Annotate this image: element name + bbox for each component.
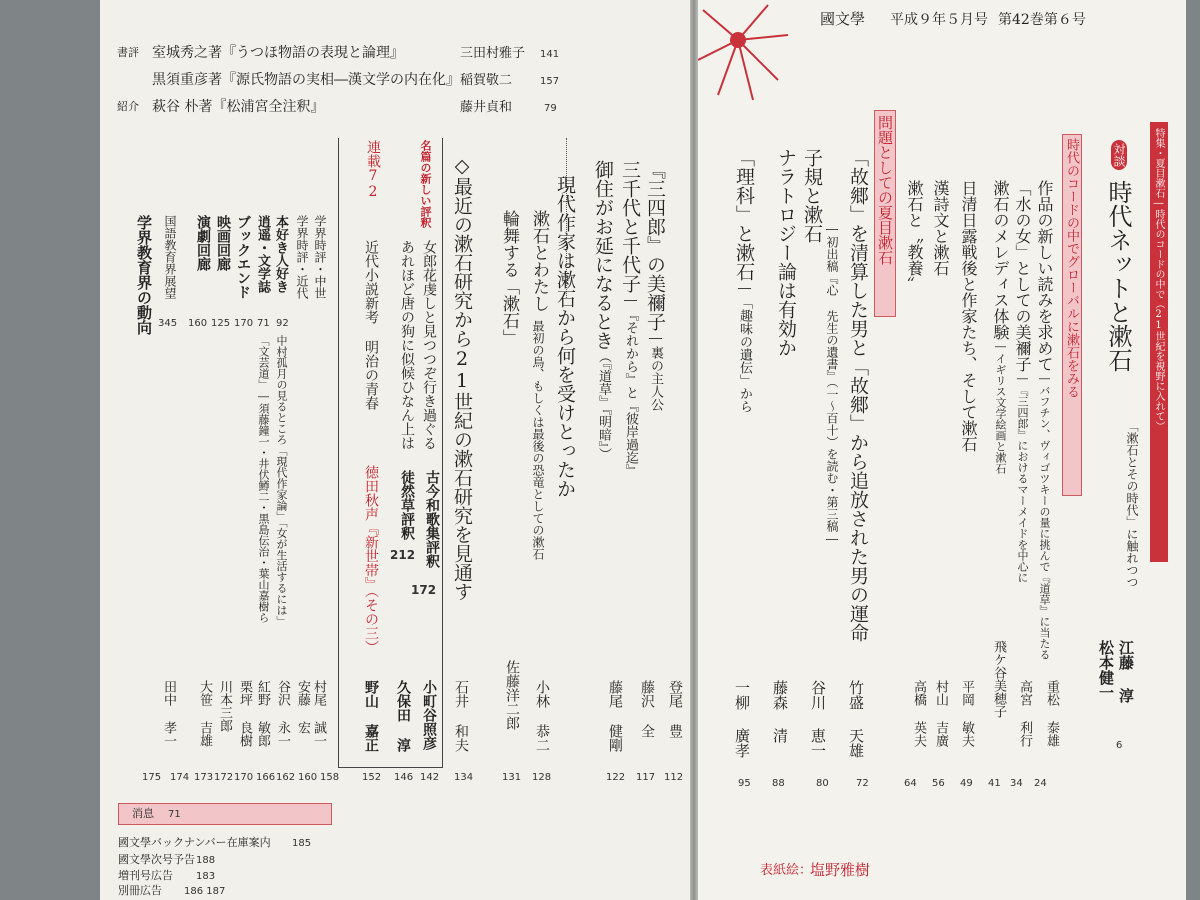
- review-author-2: 稲賀敬二: [460, 73, 513, 88]
- shosoku-label: 消息: [132, 807, 154, 820]
- honzuki-title: 本好き人好き: [273, 215, 288, 293]
- review-author-3: 藤井貞和: [460, 100, 513, 115]
- s1-author-1: 重松 泰雄: [1044, 680, 1059, 747]
- meihen-page-1: 142: [420, 772, 440, 783]
- fem-page-2: 117: [636, 772, 656, 783]
- meihen-rule-right: [442, 138, 443, 768]
- rensai-sub: 徳田秋声『新世帯』（その三）: [363, 465, 379, 654]
- s2-page-3: 88: [772, 778, 785, 789]
- ad-page-1: 185: [292, 838, 312, 849]
- s1-page-5: 56: [932, 778, 945, 789]
- magazine-title: 國文學: [820, 10, 866, 28]
- bookend-author: 栗坪 良樹: [237, 680, 252, 747]
- bookend-num: 170: [234, 318, 254, 329]
- s1-page-6: 64: [904, 778, 917, 789]
- taidan-author-1: 江藤 淳: [1117, 640, 1135, 703]
- rensai-label: 連載72: [365, 140, 381, 200]
- s1-title-2: 「水の女」としての美禰子―『三四郎』におけるマーメイドを中心に: [1013, 180, 1032, 583]
- eiga-title: 映画回廊: [215, 215, 231, 271]
- ad-page-3: 183: [196, 871, 216, 882]
- meihen-rule-left: [338, 138, 339, 768]
- honzuki-author: 谷沢 永一: [275, 680, 290, 747]
- ad-page-4: 186 187: [184, 886, 226, 897]
- gakkai-author-2: 安藤 宏: [295, 680, 310, 734]
- meihen-num-1: 172: [411, 583, 437, 597]
- s2-author-2: 谷川 恵一: [809, 680, 827, 758]
- meihen-author-2: 久保田 淳: [395, 680, 411, 752]
- s2-page-4: 95: [738, 778, 751, 789]
- s4-page-1: 128: [532, 772, 552, 783]
- shoyo-sub: 「文芸道」―須藤鐘一・井伏鱒二・黒島伝治・葉山嘉樹ら: [257, 335, 270, 623]
- review-page-1: 141: [540, 49, 560, 60]
- s1-page-4: 49: [960, 778, 973, 789]
- shosoku-page: 71: [168, 809, 181, 820]
- taidan-title: 時代ネットと漱石: [1104, 180, 1132, 372]
- meihen-work-1: 古今和歌集評釈: [424, 470, 440, 568]
- s2-title-4: 「理科」と漱石―「趣味の遺伝」から: [733, 148, 755, 413]
- s2-sub-1: ―初出稿『心 先生の遺書』（一～百十）を読む・第三稿―: [825, 222, 839, 546]
- review-book-3: 萩谷 朴著『松浦宮全注釈』: [152, 99, 325, 115]
- shoyo-author: 紅野 敏郎: [255, 680, 270, 747]
- s2-page-1: 72: [856, 778, 869, 789]
- eiga-page: 172: [214, 772, 234, 783]
- kokugo-author: 田中 孝一: [161, 680, 176, 747]
- s4-title-1: 漱石とわたし: [529, 210, 549, 312]
- honzuki-num: 92: [276, 318, 289, 329]
- fem-author-1: 登尾 豊: [667, 680, 683, 738]
- s2-author-1: 竹盛 天雄: [847, 680, 865, 758]
- s1-title-5: 漢詩文と漱石: [931, 180, 950, 276]
- issue-date: 平成９年５月号: [890, 12, 988, 28]
- s5-author: 石井 和夫: [453, 680, 469, 752]
- rensai-title: 近代小説新考 明治の青春: [363, 240, 379, 410]
- ad-3: 増刊号広告: [118, 869, 173, 882]
- ad-2: 國文學次号予告: [118, 853, 195, 866]
- review-book-1: 室城秀之著『うつほ物語の表現と論理』: [152, 45, 404, 61]
- meihen-num-2: 212: [390, 548, 416, 562]
- shoyo-title: 逍遥・文学誌: [255, 215, 270, 293]
- engeki-title: 演劇回廊: [195, 215, 211, 271]
- meihen-page-2: 146: [394, 772, 414, 783]
- section5-title: ◇最近の漱石研究から21世紀の漱石研究を見通す: [451, 155, 473, 601]
- taidan-page: 6: [1116, 740, 1123, 751]
- fem-page-1: 112: [664, 772, 684, 783]
- review-kind-1: 書評: [117, 46, 139, 59]
- honzuki-sub: 中村孤月の見るところ「現代作家論」「女が生活するには」: [275, 335, 288, 627]
- bookend-title: ブックエンド: [235, 215, 251, 299]
- ad-page-2: 188: [196, 855, 216, 866]
- s2-page-2: 80: [816, 778, 829, 789]
- right-page: [698, 0, 1186, 900]
- s4-author-2: 佐藤洋二郎: [504, 660, 520, 730]
- s1-title-1: 作品の新しい読みを求めて―バフチン、ヴィゴツキーの量に挑んで『道草』に当たる: [1035, 180, 1054, 660]
- honzuki-page: 162: [276, 772, 296, 783]
- s1-page-1: 24: [1034, 778, 1047, 789]
- fem-title-2: 三千代と千代子―『それから』と『彼岸過迄』: [619, 160, 641, 477]
- shoyo-num: 71: [257, 318, 270, 329]
- section2-heading: 問題としての夏目漱石: [876, 115, 894, 265]
- red-splash-ornament: [698, 0, 828, 110]
- s1-title-4: 日清日露戦後と作家たち、そして漱石: [959, 180, 978, 452]
- eiga-num: 125: [211, 318, 231, 329]
- s2-title-3: ナラトロジー論は有効か: [775, 148, 797, 357]
- left-page: [100, 0, 690, 900]
- shoyo-page: 166: [256, 772, 276, 783]
- s1-author-5: 村山 吉廣: [933, 680, 948, 747]
- special-band-text: 特集・夏目漱石―時代のコードの中で（21世紀を視野に入れて）: [1153, 128, 1164, 431]
- fem-page-3: 122: [606, 772, 626, 783]
- s1-author-2: 高宮 利行: [1017, 680, 1032, 747]
- s1-title-3: 漱石のメレディス体験―イギリス文学絵画と漱石: [991, 180, 1010, 474]
- engeki-author: 大笹 吉雄: [197, 680, 212, 747]
- taidan-sub: 「漱石とその時代」に触れつつ: [1125, 420, 1139, 588]
- rensai-page: 152: [362, 772, 382, 783]
- review-book-2: 黒須重彦著『源氏物語の実相―漢文学の内在化』: [152, 72, 460, 88]
- review-author-1: 三田村雅子: [460, 46, 526, 61]
- s1-author-6: 高橋 英夫: [911, 680, 926, 747]
- fem-author-3: 藤尾 健剛: [607, 680, 623, 752]
- s4-page-2: 131: [502, 772, 522, 783]
- meihen-title-2: あれほど唐の狗に似候ひなん上は: [399, 240, 415, 450]
- s1-author-4: 平岡 敏夫: [959, 680, 974, 747]
- gakkai-kyoiku-title: 学界教育界の動向: [135, 215, 153, 335]
- ad-4: 別冊広告: [118, 884, 162, 897]
- gakkai-kyoiku-page: 175: [142, 772, 162, 783]
- gakkai-author-1: 村尾 誠一: [311, 680, 326, 747]
- engeki-page: 173: [194, 772, 214, 783]
- fem-title-1: 『三四郎』の美禰子―裏の主人公: [644, 160, 666, 411]
- meihen-rule-bottom: [338, 767, 442, 768]
- meihen-label: 名篇の新しい評釈: [419, 140, 432, 228]
- s2-title-1: 「故郷」を清算した男と「故郷」から追放された男の運命: [847, 148, 869, 642]
- fem-author-2: 藤沢 全: [639, 680, 655, 738]
- review-page-3: 79: [544, 103, 557, 114]
- s1-page-3: 41: [988, 778, 1001, 789]
- engeki-num: 160: [188, 318, 208, 329]
- gakkai-page-2: 160: [298, 772, 318, 783]
- cover-label: 表紙絵：: [760, 863, 813, 878]
- kokugo-page: 174: [170, 772, 190, 783]
- s5-page: 134: [454, 772, 474, 783]
- rensai-author: 野山 嘉正: [363, 680, 379, 752]
- meihen-work-2: 徒然草評釈: [399, 470, 415, 540]
- volume-number: 第42巻第６号: [998, 12, 1086, 28]
- s4-sub-1: 最初の鳥、もしくは最後の恐竜としての漱石: [531, 320, 545, 560]
- gakkai-title-1: 学界時評・中世: [313, 215, 327, 299]
- taidan-badge: 対談: [1111, 140, 1127, 170]
- meihen-title-1: 女郎花虔しと見つつぞ行き過ぐる: [421, 240, 437, 450]
- review-kind-3: 紹介: [117, 100, 139, 113]
- section4-heading: 現代作家は漱石から何を受けとったか: [554, 175, 576, 498]
- taidan-author-2: 松本健一: [1097, 640, 1115, 700]
- ad-1: 國文學バックナンバー在庫案内: [118, 836, 271, 849]
- s4-title-2: 輪舞する「漱石」: [499, 210, 519, 346]
- review-page-2: 157: [540, 76, 560, 87]
- gakkai-page-1: 158: [320, 772, 340, 783]
- meihen-author-1: 小町谷照彦: [421, 680, 437, 750]
- s1-page-2: 34: [1010, 778, 1023, 789]
- fem-title-3: 御住がお延になるとき（『道草』『明暗』）: [592, 160, 614, 461]
- section1-heading: 時代のコードの中でグローバルに漱石をみる: [1064, 138, 1079, 398]
- s1-title-6: 漱石と〝教養〟: [905, 180, 924, 292]
- s2-author-4: 一柳 廣孝: [733, 680, 751, 758]
- kokugo-num: 345: [158, 318, 178, 329]
- s1-author-3: 飛ケ谷美穂子: [991, 640, 1006, 718]
- eiga-author: 川本三郎: [217, 680, 232, 732]
- s2-author-3: 藤森 清: [771, 680, 789, 743]
- bookend-page: 170: [234, 772, 254, 783]
- cover-artist: 塩野雅樹: [810, 861, 871, 879]
- s4-author-1: 小林 恭二: [534, 680, 550, 752]
- s2-title-2: 子規と漱石: [801, 148, 823, 243]
- kokugo-title: 国語教育界展望: [163, 215, 177, 299]
- gakkai-title-2: 学界時評・近代: [295, 215, 309, 299]
